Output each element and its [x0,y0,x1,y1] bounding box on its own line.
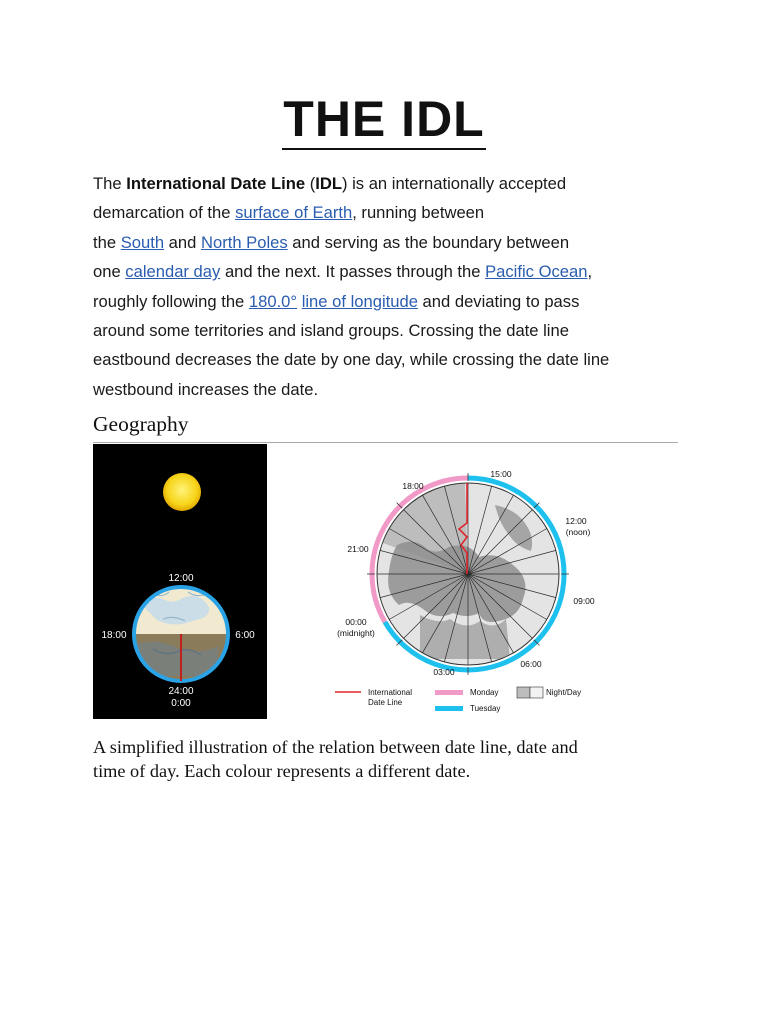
polar-label-0900: 09:00 [573,596,595,606]
page-title-text: THE IDL [282,91,485,150]
polar-label-noon: (noon) [565,527,591,537]
caption-line-1: A simplified illustration of the relation between date line, date and [93,737,578,757]
link-line-of-longitude[interactable]: line of longitude [301,291,418,311]
link-pacific-ocean[interactable]: Pacific Ocean [485,262,588,282]
polar-legend [335,687,581,713]
earth-sun-illustration [93,444,267,719]
intro-line-8: westbound increases the date. [93,379,319,399]
polar-label-0000: 00:00 [345,617,367,627]
intro-line-2 [93,198,683,227]
earth-label-12: 12:00 [168,573,194,584]
legend-tuesday-label: Tuesday [470,704,501,713]
polar-label-0600: 06:00 [520,659,542,669]
link-north-poles[interactable]: North Poles [200,232,288,252]
legend-monday-swatch [435,690,463,695]
polar-date-line-diagram [325,465,615,720]
intro-text: roughly following the [93,291,249,311]
figure-caption [93,735,693,783]
polar-label-1500: 15:00 [490,469,512,479]
intro-line-7: eastbound decreases the date by one day, while crossing the date line [93,350,610,370]
link-south[interactable]: South [120,232,165,252]
intro-text: The [93,174,127,193]
meridian-lines [377,483,559,665]
intro-text: demarcation of the [93,203,236,223]
intro-text: ( [305,174,316,193]
intro-text: , running between [352,203,485,223]
section-heading-geography: Geography [93,409,678,443]
intro-text: the [93,232,121,252]
intro-text: , [587,262,593,282]
intro-line-6: around some territories and island groups. Crossing the date line [93,321,569,341]
legend-idl-label-2: Date Line [368,698,403,707]
intro-text: and serving as the boundary between [287,232,570,252]
link-180-degrees[interactable]: 180.0° [248,291,298,311]
earth-label-24: 24:00 [168,686,194,697]
intro-line-5 [93,287,683,316]
intro-text: one [93,262,126,282]
intro-text: and the next. It passes through the [220,262,486,282]
intro-line-1 [93,169,683,198]
intro-text: ) is an internationally accepted [341,174,567,193]
legend-monday-label: Monday [470,688,499,697]
sun-icon [163,473,201,511]
link-calendar-day[interactable]: calendar day [125,262,221,282]
earth-label-0: 0:00 [171,698,191,709]
legend-night-swatch [517,687,530,698]
polar-label-1800: 18:00 [402,481,424,491]
earth-label-18: 18:00 [101,630,127,641]
polar-label-1200: 12:00 [565,516,587,526]
link-surface-of-earth[interactable]: surface of Earth [235,203,353,223]
earth-label-6: 6:00 [235,630,255,641]
polar-label-midnight: (midnight) [337,628,375,638]
idl-term: International Date Line [126,174,306,193]
intro-text: and deviating to pass [417,291,580,311]
intro-line-4 [93,257,683,286]
idl-abbreviation: IDL [315,174,342,193]
legend-tuesday-swatch [435,706,463,711]
intro-text: and [164,232,201,252]
intro-paragraph [93,169,683,404]
legend-day-swatch [530,687,543,698]
caption-line-2: time of day. Each colour represents a different date. [93,761,471,781]
polar-label-2100: 21:00 [347,544,369,554]
legend-idl-label-1: International [368,688,413,697]
page-title [0,90,768,148]
legend-nightday-label: Night/Day [546,688,582,697]
intro-line-3 [93,228,683,257]
polar-label-0300: 03:00 [433,667,455,677]
